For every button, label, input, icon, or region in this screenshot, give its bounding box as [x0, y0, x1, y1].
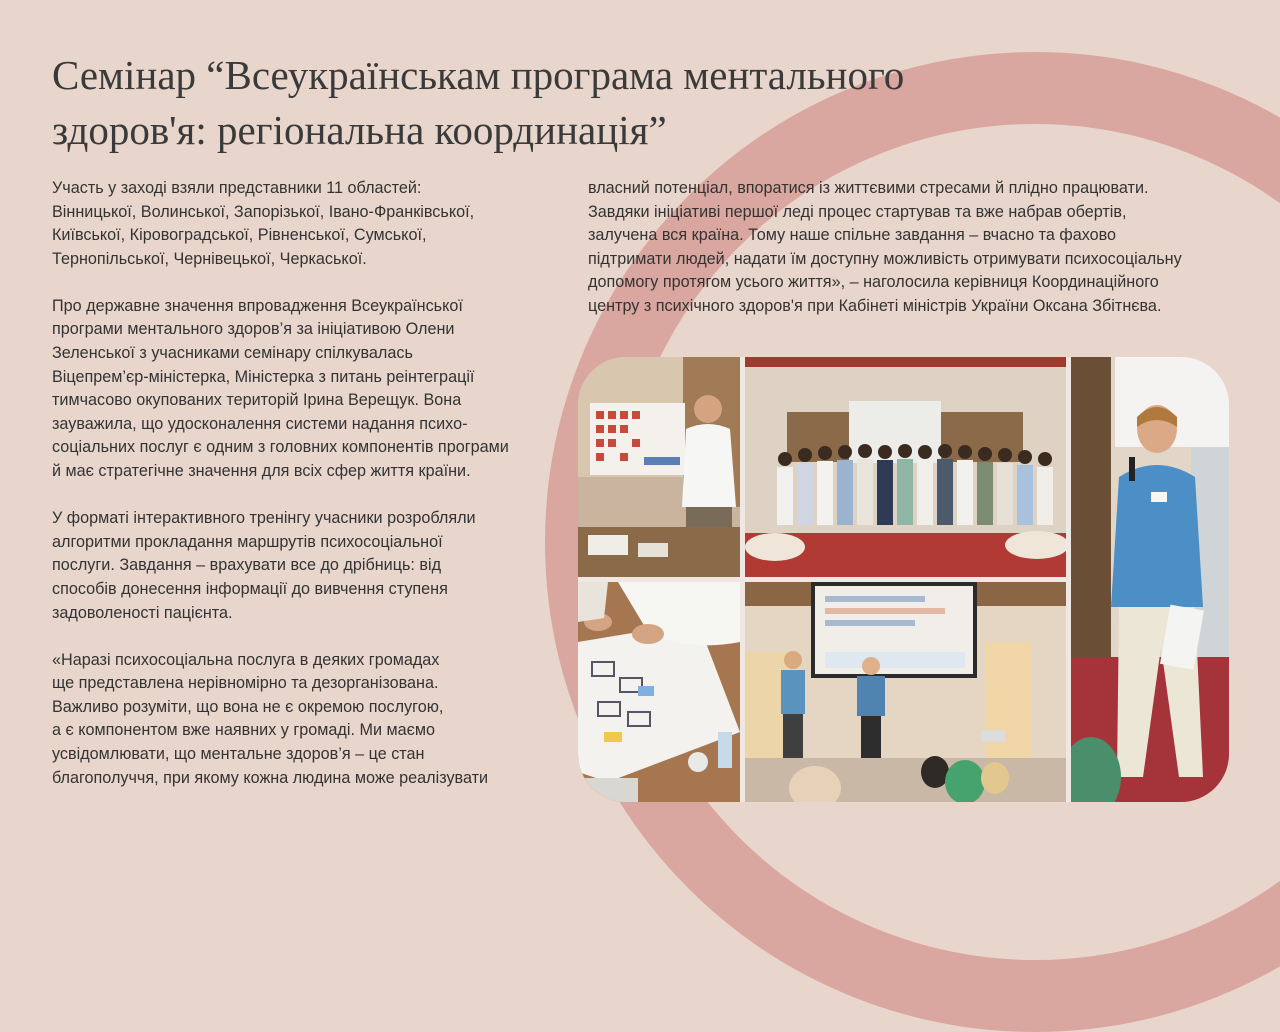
text-line: Тернопільської, Чернівецької, Черкаської.	[52, 249, 367, 268]
text-line: Участь у заході взяли представники 11 областей:	[52, 179, 422, 197]
text-line: У форматі інтерактивного тренінгу учасники розробляли	[52, 509, 476, 528]
text-line: підтримати людей, надати їм доступну можливість отримувати психосоціальну	[588, 249, 1182, 268]
left-column	[52, 177, 547, 814]
photo-workshop-table	[578, 582, 740, 802]
paragraph-training	[52, 507, 547, 625]
text-line: тимчасово окупованих територій Ірина Верещук. Вона	[52, 391, 462, 410]
text-line: зауважила, що удосконалення системи надання психо-	[52, 414, 468, 433]
text-line: залучена вся країна. Тому наше спільне завдання – вчасно та фахово	[588, 226, 1117, 245]
text-line: програми ментального здоров’я за ініціативою Олени	[52, 320, 455, 339]
text-line: благополуччя, при якому кожна людина може реалізувати	[52, 768, 489, 787]
text-line: а є компонентом вже наявних у громаді. Ми маємо	[52, 721, 436, 740]
text-line: Про державне значення впровадження Всеукраїнської	[52, 296, 463, 315]
text-line: центру з психічного здоров'я при Кабінеті міністрів України Оксана Збітнєва.	[588, 296, 1162, 315]
paragraph-state-importance	[52, 295, 547, 484]
text-line: й має стратегічне значення для всіх сфер життя країни.	[52, 462, 471, 481]
text-line: алгоритми прокладання маршрутів психосоціальної	[52, 532, 443, 551]
paragraph-quote-start	[52, 649, 547, 791]
text-line: Вінницької, Волинської, Запорізької, Івано-Франківської,	[52, 202, 475, 221]
text-line: «Наразі психосоціальна послуга в деяких громадах	[52, 650, 440, 669]
text-line: Віцепрем’єр-міністерка, Міністерка з питань реінтеграції	[52, 367, 475, 386]
text-line: Завдяки ініціативі першої леді процес стартував та вже набрав обертів,	[588, 202, 1127, 221]
text-line: Київської, Кіровоградської, Рівненської, Сумської,	[52, 226, 427, 245]
photo-speaker-microphone	[1071, 357, 1229, 802]
title-line-2: здоров'я: регіональна координація”	[52, 107, 667, 153]
text-line: усвідомлювати, що ментальне здоров’я – це стан	[52, 744, 425, 763]
text-line: ще представлена нерівномірно та дезорганізована.	[52, 674, 439, 693]
text-line: задоволеності пацієнта.	[52, 603, 233, 622]
text-line: Важливо розуміти, що вона не є окремою послугою,	[52, 697, 444, 716]
text-line: допомогу протягом усього життя», – наголосила керівниця Координаційного	[588, 273, 1159, 292]
photo-presenter-flipchart	[578, 357, 740, 577]
right-column	[588, 177, 1248, 319]
text-line: послуги. Завдання – врахувати все до дрібниць: від	[52, 556, 442, 575]
text-line: Зеленської з учасниками семінару спілкувалась	[52, 344, 413, 363]
photo-group	[745, 357, 1066, 577]
photo-speakers-screen	[745, 582, 1066, 802]
text-line: способів донесення інформації до вивчення ступеня	[52, 579, 448, 598]
text-line: власний потенціал, впоратися із життєвими стресами й плідно працювати.	[588, 179, 1149, 197]
paragraph-regions	[52, 177, 547, 271]
photo-collage	[578, 357, 1229, 802]
page-title	[52, 48, 1152, 158]
title-line-1: Семінар “Всеукраїнськам програма ментального	[52, 52, 905, 98]
text-line: соціальних послуг є одним з головних компонентів програми	[52, 438, 509, 457]
